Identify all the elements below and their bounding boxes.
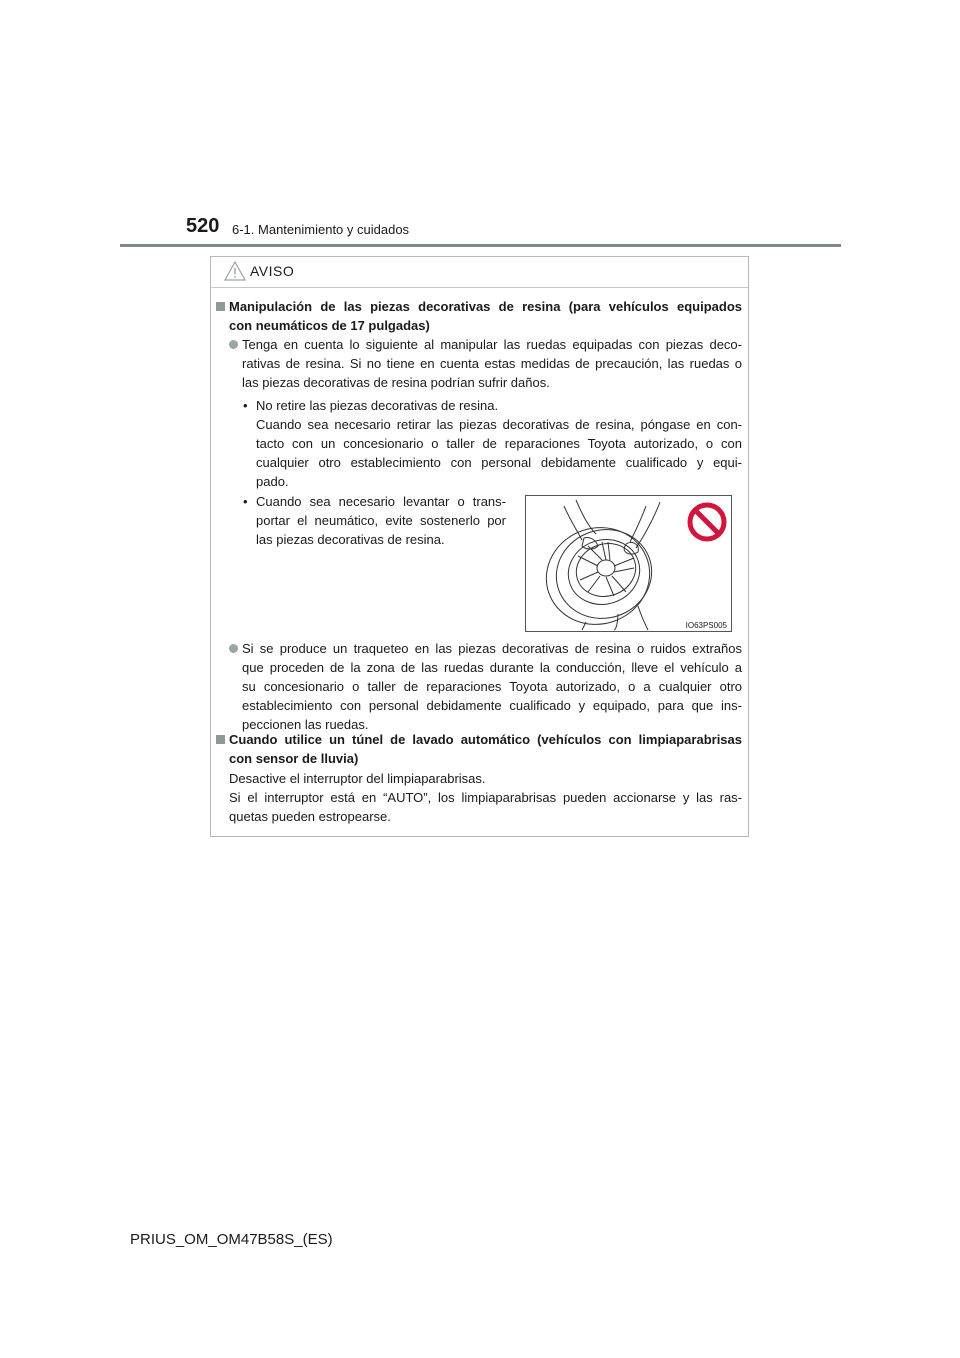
document-code: PRIUS_OM_OM47B58S_(ES)	[130, 1231, 333, 1248]
section-square-bullet	[216, 302, 225, 311]
warning-divider	[211, 287, 748, 288]
section1-bullet2: Si se produce un traqueteo en las piezas decorativas de resina o ruidos extraños que proceden de la zona de las ruedas durante la conducción, lleve el vehículo a su concesionario o taller de reparaciones Toyota autorizado, o a cualquier otro establecimiento con personal debidamente cualificado y equipado, para que ins- peccionen las ruedas.	[242, 641, 742, 732]
section2-title: Cuando utilice un túnel de lavado automático (vehículos con limpiaparabrisas con sensor de lluvia)	[229, 732, 742, 766]
warning-label: AVISO	[250, 263, 295, 279]
figure-code: IO63PS005	[685, 621, 727, 630]
section2-body: Desactive el interruptor del limpiaparabrisas. Si el interruptor está en “AUTO”, los limpiaparabrisas pueden accionarse y las ras- quetas pueden estropearse.	[229, 771, 742, 824]
section1-bullet1: Tenga en cuenta lo siguiente al manipular las ruedas equipadas con piezas deco- rativas de resina. Si no tiene en cuenta estas medidas de precaución, las ruedas o las piezas decorativas de resina podrían sufrir daños.	[242, 337, 742, 390]
prohibited-icon	[686, 501, 728, 543]
section1-sub1: No retire las piezas decorativas de resina. Cuando sea necesario retirar las piezas decorativas de resina, póngase en con- tacto con un concesionario o taller de reparaciones Toyota autorizado, o con cualquier otro establecimiento con personal debidamente cualificado y equi- pado.	[256, 398, 742, 489]
section1-sub2: Cuando sea necesario levantar o trans- portar el neumático, evite sostenerlo por las piezas decorativas de resina.	[256, 494, 506, 547]
section-square-bullet	[216, 735, 225, 744]
round-bullet	[229, 644, 238, 653]
page-number: 520	[186, 215, 220, 237]
sub-bullet-mark: •	[243, 398, 248, 413]
warning-triangle-icon	[224, 261, 246, 281]
section1-title: Manipulación de las piezas decorativas de resina (para vehículos equipados con neumáticos de 17 pulgadas)	[229, 299, 742, 333]
sub-bullet-mark: •	[243, 494, 248, 509]
section-title: 6-1. Mantenimiento y cuidados	[232, 222, 410, 237]
round-bullet	[229, 340, 238, 349]
header-rule	[120, 244, 841, 247]
warning-heading	[224, 261, 294, 281]
tire-handling-illustration	[525, 495, 732, 632]
